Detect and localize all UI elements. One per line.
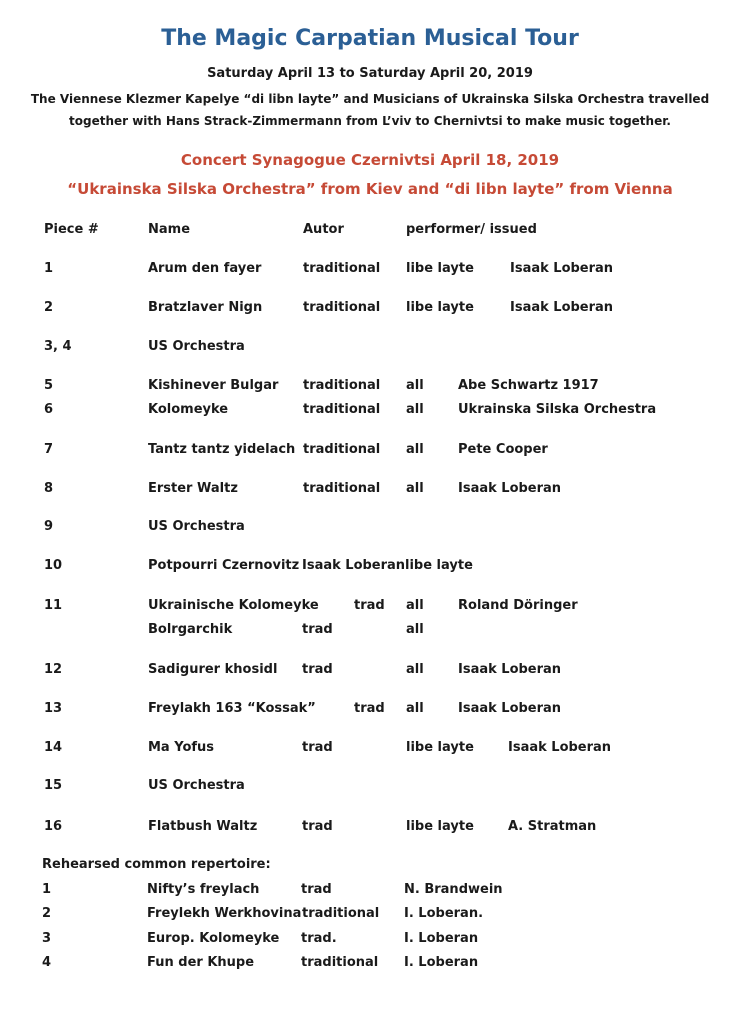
row-name: Arum den fayer	[148, 261, 262, 276]
row-name: Kishinever Bulgar	[148, 378, 279, 393]
row-autor: trad	[302, 819, 333, 834]
row-name: Tantz tantz yidelach	[148, 442, 296, 457]
rehearsed-autor: trad	[301, 882, 332, 897]
row-name: Bratzlaver Nign	[148, 300, 263, 315]
row-num: 16	[44, 819, 63, 834]
row-autor: traditional	[303, 442, 381, 457]
row-issued: Abe Schwartz 1917	[458, 378, 599, 393]
rehearsed-name: Fun der Khupe	[147, 955, 255, 970]
row-performer: all	[406, 662, 424, 677]
rehearsed-autor: traditional	[302, 906, 380, 921]
row-issued: Isaak Loberan	[458, 481, 562, 496]
row-performer: all	[406, 481, 424, 496]
rehearsed-issued: I. Loberan.	[404, 906, 484, 921]
row-issued: Pete Cooper	[458, 442, 548, 457]
rehearsed-issued: N. Brandwein	[404, 882, 503, 897]
row-autor: trad	[354, 598, 385, 613]
row-name: Bolrgarchik	[148, 622, 233, 637]
page-title: The Magic Carpatian Musical Tour	[161, 26, 579, 51]
row-name: Freylakh 163 “Kossak”	[148, 701, 316, 716]
row-performer: libe layte	[406, 740, 474, 755]
row-performer: all	[406, 598, 424, 613]
row-num: 3, 4	[44, 339, 72, 354]
row-issued: Isaak Loberan	[510, 300, 614, 315]
row-name: Ukrainische Kolomeyke	[148, 598, 319, 613]
rehearsed-num: 1	[42, 882, 52, 897]
rehearsed-issued: I. Loberan	[404, 955, 479, 970]
row-performer: libe layte	[405, 558, 473, 573]
row-performer: all	[406, 442, 424, 457]
header-performer: performer/ issued	[406, 222, 537, 237]
row-issued: Isaak Loberan	[508, 740, 612, 755]
row-num: 7	[44, 442, 54, 457]
row-num: 12	[44, 662, 63, 677]
rehearsed-num: 4	[42, 955, 52, 970]
concert-heading-1: Concert Synagogue Czernivtsi April 18, 2019	[180, 151, 560, 169]
row-autor: trad	[302, 662, 333, 677]
concert-heading-2: “Ukrainska Silska Orchestra” from Kiev and “di libn layte” from Vienna	[67, 180, 673, 198]
row-issued: Ukrainska Silska Orchestra	[458, 402, 657, 417]
row-issued: Isaak Loberan	[510, 261, 614, 276]
row-name: US Orchestra	[148, 519, 245, 534]
row-name: Kolomeyke	[148, 402, 229, 417]
row-issued: A. Stratman	[508, 819, 597, 834]
row-name: Sadigurer khosidl	[148, 662, 278, 677]
row-autor: traditional	[303, 402, 381, 417]
row-name: Ma Yofus	[148, 740, 215, 755]
row-performer: all	[406, 622, 424, 637]
row-num: 9	[44, 519, 54, 534]
rehearsed-name: Nifty’s freylach	[147, 882, 260, 897]
row-autor: trad	[302, 740, 333, 755]
row-autor: traditional	[303, 300, 381, 315]
row-autor: Isaak Loberan	[302, 558, 406, 573]
row-performer: all	[406, 378, 424, 393]
row-issued: Roland Döringer	[458, 598, 578, 613]
row-name: Potpourri Czernovitz	[148, 558, 300, 573]
row-autor: traditional	[303, 481, 381, 496]
row-name: US Orchestra	[148, 778, 245, 793]
row-performer: all	[406, 402, 424, 417]
rehearsed-issued: I. Loberan	[404, 931, 479, 946]
header-name: Name	[148, 222, 191, 237]
row-name: Flatbush Waltz	[148, 819, 258, 834]
row-autor: traditional	[303, 378, 381, 393]
rehearsed-name: Freylekh Werkhovina	[147, 906, 302, 921]
rehearsed-heading: Rehearsed common repertoire:	[42, 857, 271, 872]
row-autor: trad	[354, 701, 385, 716]
rehearsed-num: 2	[42, 906, 52, 921]
tour-dates: Saturday April 13 to Saturday April 20, 2019	[207, 66, 533, 81]
header-piece: Piece #	[44, 222, 99, 237]
rehearsed-autor: traditional	[301, 955, 379, 970]
rehearsed-name: Europ. Kolomeyke	[147, 931, 280, 946]
row-name: Erster Waltz	[148, 481, 238, 496]
row-num: 1	[44, 261, 54, 276]
row-issued: Isaak Loberan	[458, 662, 562, 677]
header-autor: Autor	[303, 222, 344, 237]
row-num: 5	[44, 378, 54, 393]
row-num: 10	[44, 558, 63, 573]
row-performer: all	[406, 701, 424, 716]
description-line-1: The Viennese Klezmer Kapelye “di libn layte” and Musicians of Ukrainska Silska Orchestra travelled	[30, 92, 710, 106]
row-num: 14	[44, 740, 63, 755]
row-num: 6	[44, 402, 54, 417]
description-line-2: together with Hans Strack-Zimmermann from L’viv to Chernivtsi to make music together.	[69, 114, 671, 128]
row-num: 11	[44, 598, 63, 613]
row-issued: Isaak Loberan	[458, 701, 562, 716]
rehearsed-num: 3	[42, 931, 52, 946]
row-performer: libe layte	[406, 261, 474, 276]
row-num: 2	[44, 300, 54, 315]
row-autor: trad	[302, 622, 333, 637]
row-autor: traditional	[303, 261, 381, 276]
row-performer: libe layte	[406, 819, 474, 834]
row-num: 13	[44, 701, 63, 716]
row-num: 8	[44, 481, 54, 496]
row-performer: libe layte	[406, 300, 474, 315]
row-num: 15	[44, 778, 63, 793]
row-name: US Orchestra	[148, 339, 245, 354]
rehearsed-autor: trad.	[301, 931, 337, 946]
